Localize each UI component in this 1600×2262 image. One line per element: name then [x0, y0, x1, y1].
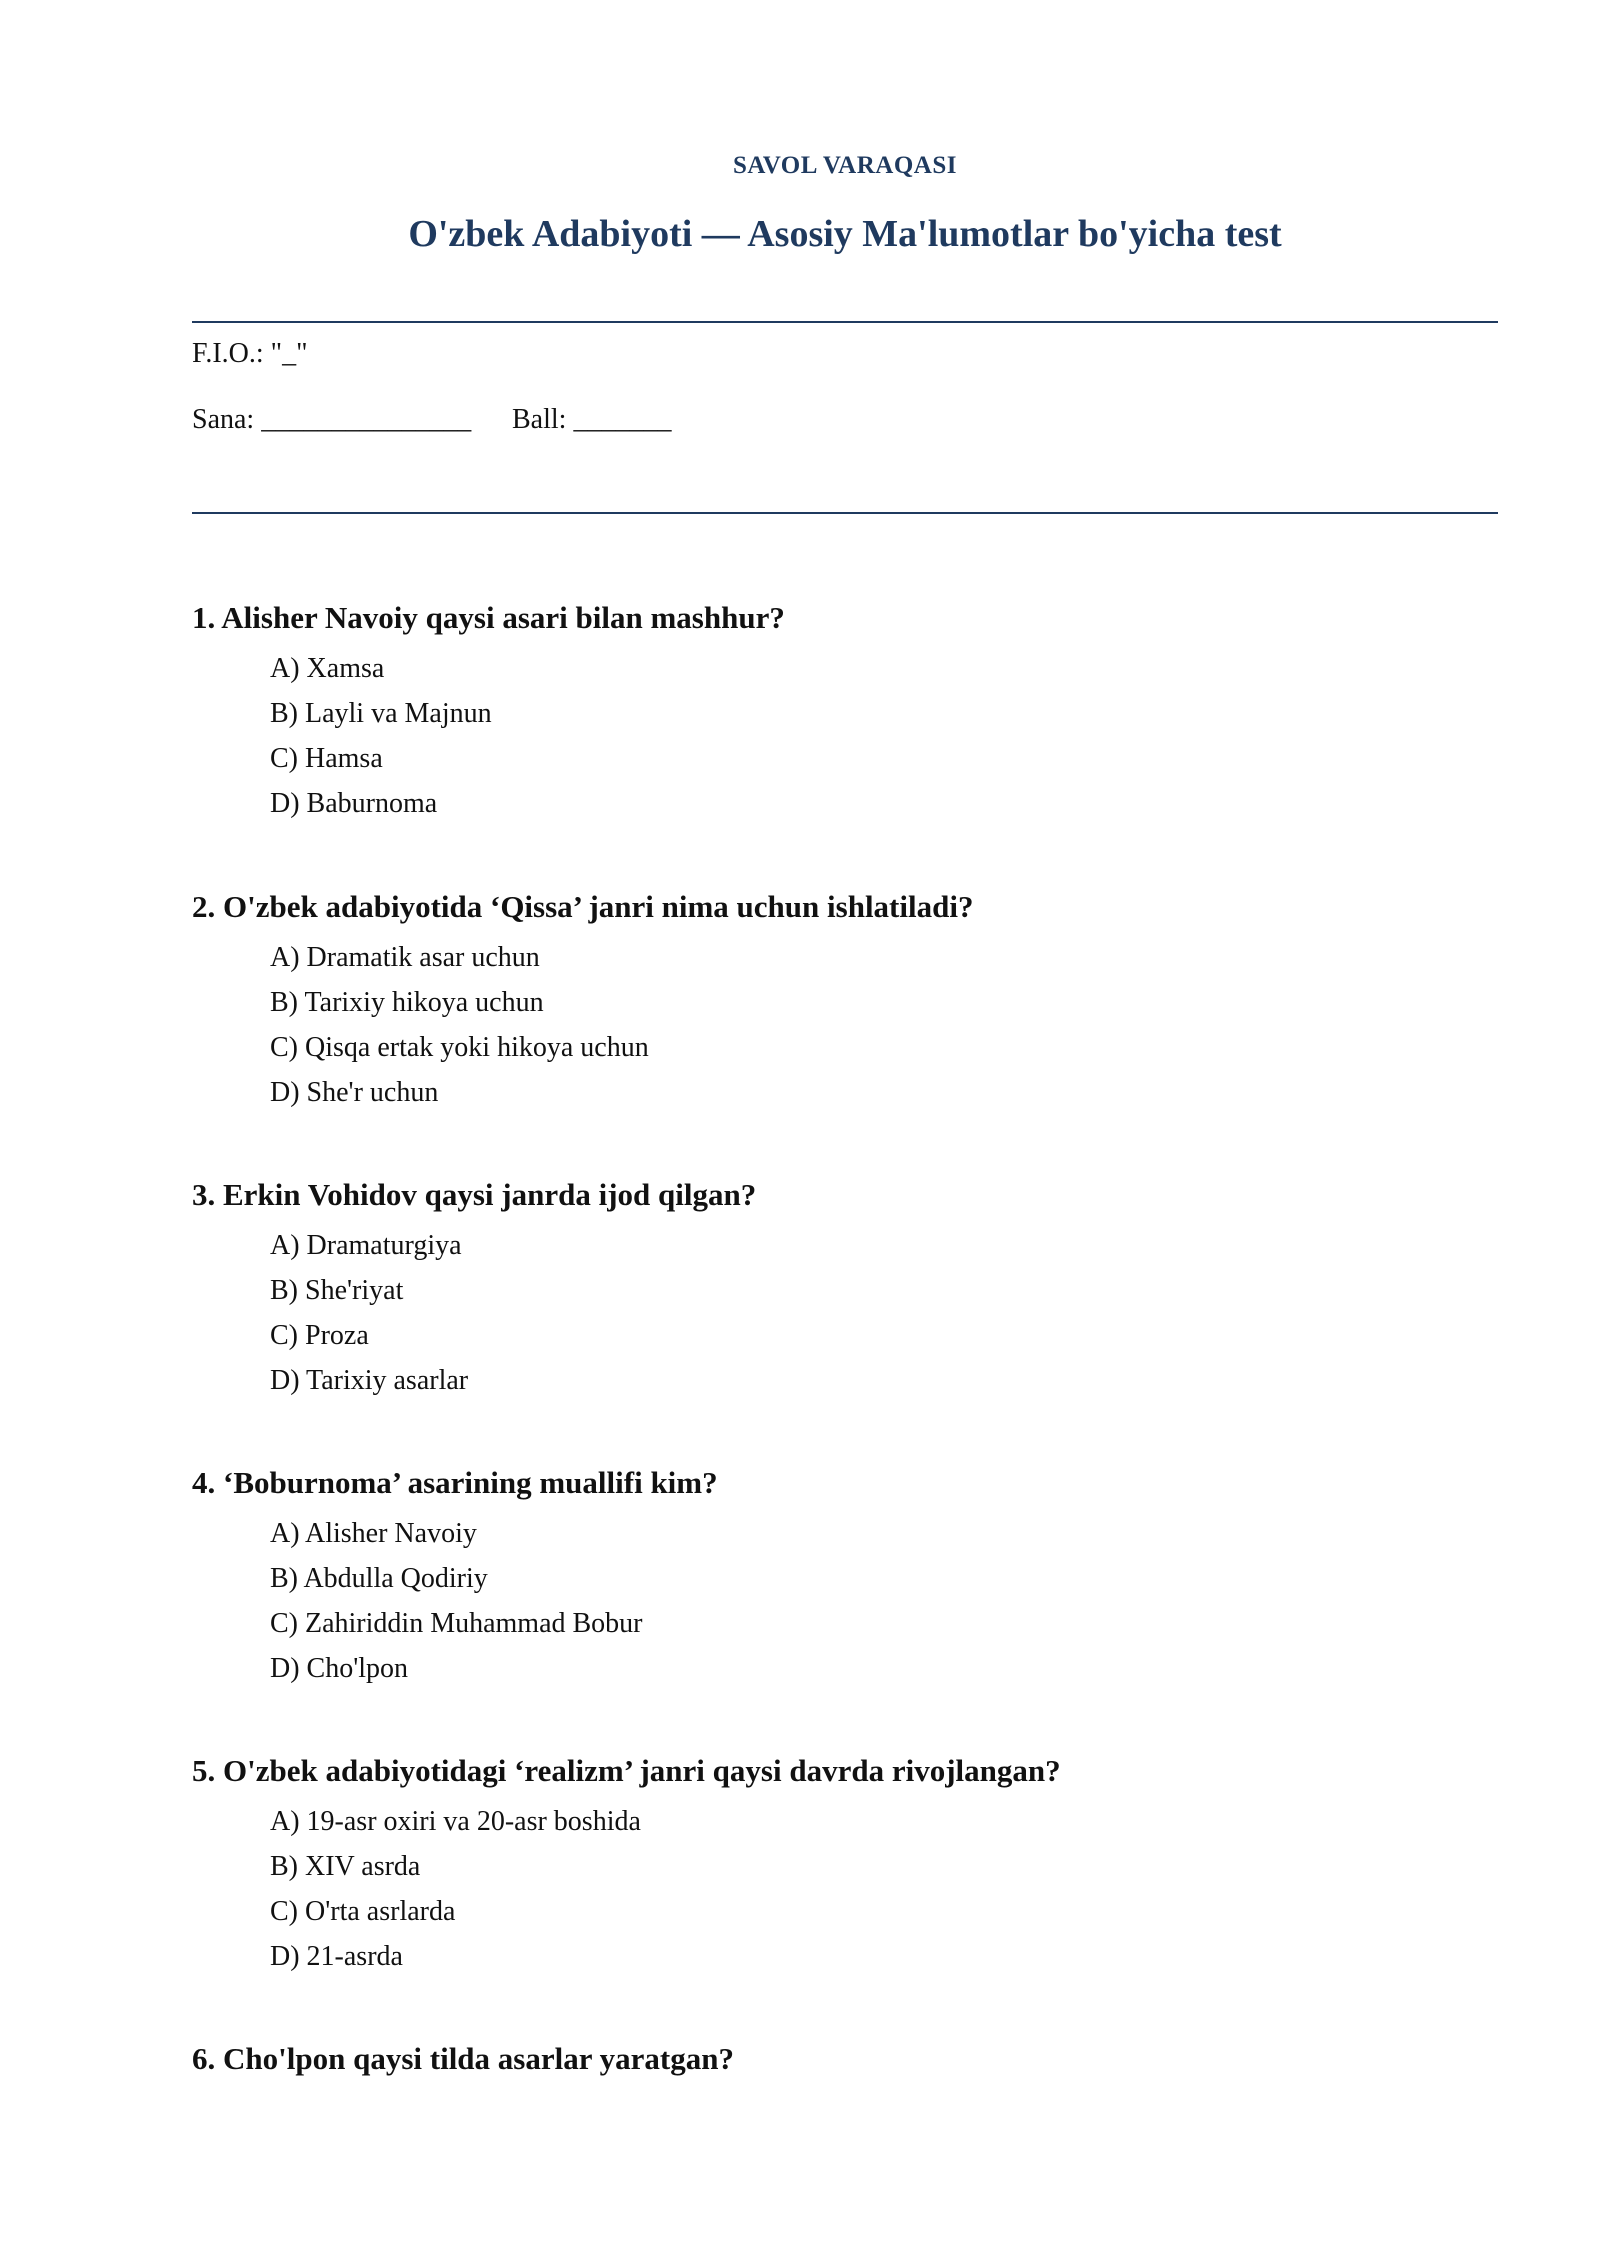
option-list: [192, 1223, 1498, 1403]
question-text: 5. O'zbek adabiyotidagi ‘realizm’ janri qaysi davrda rivojlangan?: [192, 1753, 1061, 1788]
option-c: C) Qisqa ertak yoki hikoya uchun: [270, 1032, 649, 1063]
option-a: A) Dramatik asar uchun: [270, 942, 540, 973]
option-b: B) Layli va Majnun: [270, 698, 492, 729]
option-d: D) Tarixiy asarlar: [270, 1365, 469, 1396]
option-list: [192, 935, 1498, 1115]
option-b: B) She'riyat: [270, 1275, 404, 1306]
option-c: C) Hamsa: [270, 743, 383, 774]
question-text: 4. ‘Boburnoma’ asarining muallifi kim?: [192, 1465, 718, 1500]
option-b: B) XIV asrda: [270, 1851, 421, 1882]
option-d: D) Cho'lpon: [270, 1653, 409, 1684]
option-a: A) Alisher Navoiy: [270, 1518, 477, 1549]
question-6: [192, 2039, 1498, 2079]
option-b: B) Tarixiy hikoya uchun: [270, 987, 544, 1018]
option-c: C) Zahiriddin Muhammad Bobur: [270, 1608, 643, 1639]
question-text: 2. O'zbek adabiyotida ‘Qissa’ janri nima uchun ishlatiladi?: [192, 889, 974, 924]
score-field: Ball: _______: [512, 404, 672, 435]
header-divider-top: [192, 321, 1498, 323]
option-list: [192, 1799, 1498, 1979]
document-kicker: SAVOL VARAQASI: [733, 152, 957, 179]
header-divider-bottom: [192, 512, 1498, 514]
date-field: Sana: _______________: [192, 404, 472, 435]
question-1: [192, 598, 1498, 826]
option-list: [192, 1511, 1498, 1691]
question-text: 1. Alisher Navoiy qaysi asari bilan mashhur?: [192, 600, 785, 635]
option-d: D) She'r uchun: [270, 1077, 439, 1108]
question-text: 6. Cho'lpon qaysi tilda asarlar yaratgan?: [192, 2041, 735, 2076]
question-2: [192, 887, 1498, 1115]
option-c: C) O'rta asrlarda: [270, 1896, 456, 1927]
question-3: [192, 1175, 1498, 1403]
option-d: D) Baburnoma: [270, 788, 438, 819]
option-a: A) Xamsa: [270, 653, 385, 684]
option-c: C) Proza: [270, 1320, 369, 1351]
option-a: A) 19-asr oxiri va 20-asr boshida: [270, 1806, 641, 1837]
question-4: [192, 1463, 1498, 1691]
option-d: D) 21-asrda: [270, 1941, 403, 1972]
document-title: O'zbek Adabiyoti — Asosiy Ma'lumotlar bo'yicha test: [408, 213, 1282, 255]
answer-sheet-page: [192, 0, 1498, 2262]
option-a: A) Dramaturgiya: [270, 1230, 462, 1261]
fio-field: F.I.O.: "_": [192, 338, 308, 369]
question-text: 3. Erkin Vohidov qaysi janrda ijod qilgan?: [192, 1177, 757, 1212]
question-5: [192, 1751, 1498, 1979]
option-list: [192, 646, 1498, 826]
option-b: B) Abdulla Qodiriy: [270, 1563, 488, 1594]
